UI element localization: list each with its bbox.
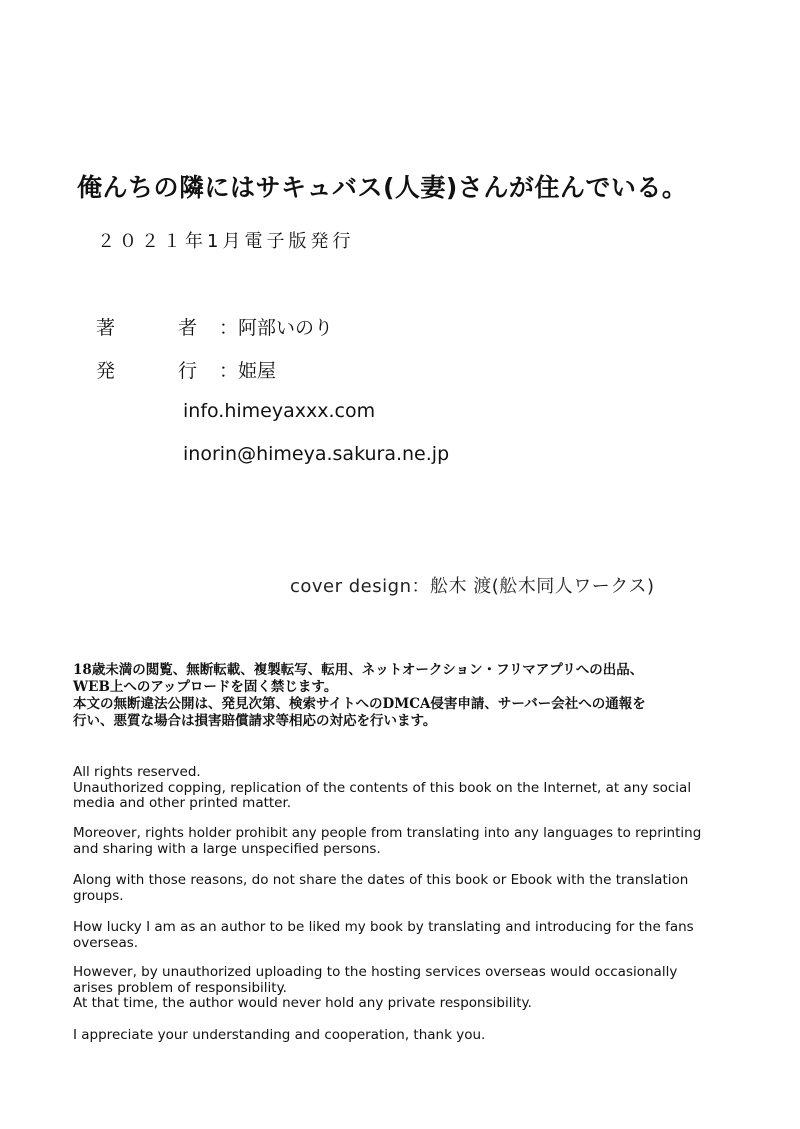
en-notice-line: How lucky I am as an author to be liked my book by translating and introducing for the fans <box>73 919 694 935</box>
en-notice-line: I appreciate your understanding and cooperation, thank you. <box>73 1027 486 1043</box>
en-notice-line: media and other printed matter. <box>73 795 292 811</box>
en-notice-fans <box>73 920 743 951</box>
jp-notice-line: 18歳未満の閲覧、無断転載、複製転写、転用、ネットオークション・フリマアプリへの出品、 <box>73 662 644 678</box>
publication-date: ２０２１年1月電子版発行 <box>97 231 355 252</box>
en-notice-line: All rights reserved. <box>73 764 201 780</box>
japanese-copyright-notice <box>73 662 733 730</box>
en-notice-line: and sharing with a large unspecified persons. <box>73 840 381 857</box>
contact-website: info.himeyaxxx.com <box>183 400 376 422</box>
en-notice-translation <box>73 826 743 857</box>
book-title: 俺んちの隣にはサキュバス(人妻)さんが住んでいる。 <box>77 173 688 202</box>
publisher-line <box>96 356 276 383</box>
en-notice-line: Unauthorized copping, replication of the contents of this book on the Internet, at any social <box>73 779 692 796</box>
jp-notice-line: 本文の無断違法公開は、発見次第、検索サイトへのDMCA侵害申請、サーバー会社への通報を <box>73 696 646 712</box>
en-notice-line: At that time, the author would never hold any private responsibility. <box>73 995 532 1011</box>
jp-notice-line: WEB上へのアップロードを固く禁じます。 <box>73 679 338 695</box>
cover-design-credit: cover design：舩木 渡(舩木同人ワークス) <box>290 576 655 597</box>
author-name: ：阿部いのり <box>219 317 334 339</box>
en-notice-responsibility <box>73 965 743 1012</box>
en-notice-line: Along with those reasons, do not share the dates of this book or Ebook with the translation <box>73 872 689 888</box>
contact-email: inorin@himeya.sakura.ne.jp <box>183 443 450 465</box>
jp-notice-line: 行い、悪質な場合は損害賠償請求等相応の対応を行います。 <box>73 713 437 729</box>
en-notice-line: arises problem of responsibility. <box>73 979 287 996</box>
en-notice-line: overseas. <box>73 934 139 951</box>
publisher-label: 発 行 <box>96 360 220 382</box>
author-label: 著 者 <box>96 317 220 339</box>
en-notice-line: groups. <box>73 887 124 904</box>
publisher-name: ：姫屋 <box>219 360 277 382</box>
en-notice-line: However, by unauthorized uploading to the hosting services overseas would occasionally <box>73 964 678 980</box>
en-notice-rights <box>73 765 743 812</box>
author-line <box>96 313 333 340</box>
en-notice-thanks <box>73 1028 743 1044</box>
en-notice-sharing <box>73 873 743 904</box>
en-notice-line: Moreover, rights holder prohibit any people from translating into any languages to reprinting <box>73 825 702 841</box>
